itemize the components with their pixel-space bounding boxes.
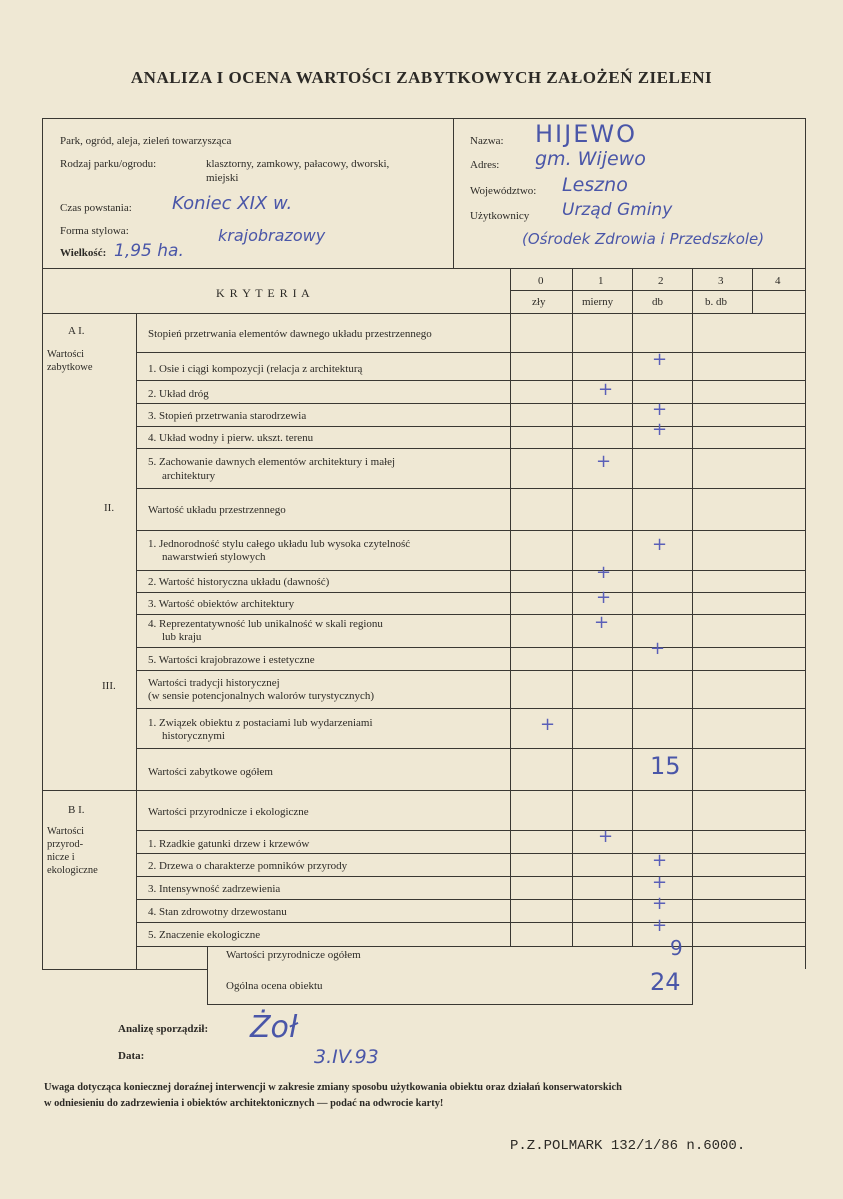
adres-value: gm. Wijewo bbox=[535, 148, 646, 170]
a-i-item-5: 5. Zachowanie dawnych elementów architektury i małej bbox=[148, 456, 396, 468]
wojewodztwo-label: Województwo: bbox=[470, 185, 537, 197]
col-label-1: mierny bbox=[582, 296, 614, 308]
criteria-label: K R Y T E R I A bbox=[216, 286, 311, 300]
section-a-name-2: zabytkowe bbox=[47, 362, 93, 373]
a-ii-item-5: 5. Wartości krajobrazowe i estetyczne bbox=[148, 654, 315, 666]
a-i-item-3: 3. Stopień przetrwania starodrzewia bbox=[148, 410, 307, 422]
a-ii-item-1-cont: nawarstwień stylowych bbox=[162, 551, 266, 563]
data-value: 3.IV.93 bbox=[314, 1046, 379, 1068]
section-b-name: Wartości bbox=[47, 826, 85, 837]
mark-a-ii-4: + bbox=[594, 612, 610, 633]
col-num-0: 0 bbox=[538, 275, 544, 287]
data-label: Data: bbox=[118, 1050, 145, 1062]
a-iii-code: III. bbox=[102, 680, 116, 692]
mark-b-i-2: + bbox=[652, 850, 668, 871]
nazwa-value: HIJEWO bbox=[535, 120, 637, 148]
mark-a-ii-3: + bbox=[596, 587, 612, 608]
b-i-item-1: 1. Rzadkie gatunki drzew i krzewów bbox=[148, 838, 310, 850]
a-ii-item-1: 1. Jednorodność stylu całego układu lub wysoka czytelność bbox=[148, 538, 411, 550]
a-ii-item-4-cont: lub kraju bbox=[162, 631, 202, 643]
a-iii-title-2: (w sensie potencjonalnych walorów turystycznych) bbox=[148, 690, 375, 702]
rodzaj-options-2: miejski bbox=[206, 172, 239, 184]
mark-b-i-1: + bbox=[598, 826, 614, 847]
a-iii-title: Wartości tradycji historycznej bbox=[148, 677, 280, 689]
mark-b-i-4: + bbox=[652, 893, 668, 914]
wielkosc-label: Wielkość: bbox=[60, 247, 107, 259]
a-i-item-2: 2. Układ dróg bbox=[148, 388, 209, 400]
col-label-3: b. db bbox=[705, 296, 727, 308]
wojewodztwo-value: Leszno bbox=[562, 174, 628, 196]
section-b-name-3: nicze i bbox=[47, 852, 75, 863]
nazwa-label: Nazwa: bbox=[470, 135, 504, 147]
mark-b-i-3: + bbox=[652, 872, 668, 893]
a-total-value: 15 bbox=[650, 752, 681, 780]
b-i-item-4: 4. Stan zdrowotny drzewostanu bbox=[148, 906, 287, 918]
b-i-item-5: 5. Znaczenie ekologiczne bbox=[148, 929, 261, 941]
overall-value: 24 bbox=[650, 968, 681, 996]
overall-label: Ogólna ocena obiektu bbox=[226, 980, 323, 992]
col-num-3: 3 bbox=[718, 275, 724, 287]
rodzaj-options: klasztorny, zamkowy, pałacowy, dworski, bbox=[206, 158, 390, 170]
a-iii-item-1: 1. Związek obiektu z postaciami lub wydarzeniami bbox=[148, 717, 373, 729]
a-ii-code: II. bbox=[104, 502, 115, 514]
a-i-item-4: 4. Układ wodny i pierw. ukszt. terenu bbox=[148, 432, 314, 444]
b-i-item-3: 3. Intensywność zadrzewienia bbox=[148, 883, 281, 895]
czas-label: Czas powstania: bbox=[60, 202, 132, 214]
a-i-title: Stopień przetrwania elementów dawnego układu przestrzennego bbox=[148, 328, 432, 340]
col-num-2: 2 bbox=[658, 275, 664, 287]
a-i-item-5-cont: architektury bbox=[162, 470, 216, 482]
adres-label: Adres: bbox=[470, 159, 500, 171]
czas-value: Koniec XIX w. bbox=[172, 193, 293, 214]
b-total-label: Wartości przyrodnicze ogółem bbox=[226, 949, 361, 961]
forma-value: krajobrazowy bbox=[218, 226, 326, 245]
mark-a-iii-1: + bbox=[540, 714, 556, 735]
a-i-item-1: 1. Osie i ciągi kompozycji (relacja z architekturą bbox=[148, 363, 363, 375]
print-code: P.Z.POLMARK 132/1/86 n.6000. bbox=[510, 1138, 746, 1154]
mark-a-i-1: + bbox=[652, 349, 668, 370]
forma-label: Forma stylowa: bbox=[60, 225, 129, 237]
col-label-2: db bbox=[652, 296, 663, 308]
page-title: ANALIZA I OCENA WARTOŚCI ZABYTKOWYCH ZAŁOŻEŃ ZIELENI bbox=[130, 68, 713, 87]
section-a-code: A I. bbox=[68, 325, 85, 337]
mark-a-ii-2: + bbox=[596, 562, 612, 583]
uzytkownicy-value-2: (Ośrodek Zdrowia i Przedszkole) bbox=[522, 230, 765, 248]
b-i-item-2: 2. Drzewa o charakterze pomników przyrody bbox=[148, 860, 348, 872]
col-num-4: 4 bbox=[775, 275, 781, 287]
mark-b-i-5: + bbox=[652, 915, 668, 936]
mark-a-ii-1: + bbox=[652, 534, 668, 555]
a-ii-item-2: 2. Wartość historyczna układu (dawność) bbox=[148, 576, 330, 588]
mark-a-i-4: + bbox=[652, 419, 668, 440]
b-i-title: Wartości przyrodnicze i ekologiczne bbox=[148, 806, 309, 818]
section-b-code: B I. bbox=[68, 804, 85, 816]
a-ii-title: Wartość układu przestrzennego bbox=[148, 504, 286, 516]
mark-a-ii-5: + bbox=[650, 638, 666, 659]
rodzaj-label: Rodzaj parku/ogrodu: bbox=[60, 158, 157, 170]
section-b-name-2: przyrod- bbox=[47, 839, 84, 850]
section-b-name-4: ekologiczne bbox=[47, 865, 98, 876]
mark-a-i-3: + bbox=[652, 399, 668, 420]
col-num-1: 1 bbox=[598, 275, 604, 287]
col-label-0: zły bbox=[532, 296, 546, 308]
a-ii-item-4: 4. Reprezentatywność lub unikalność w skali regionu bbox=[148, 618, 383, 630]
section-a-name: Wartości bbox=[47, 349, 85, 360]
wielkosc-value: 1,95 ha. bbox=[114, 241, 184, 261]
uzytkownicy-value: Urząd Gminy bbox=[562, 200, 673, 220]
mark-a-i-5: + bbox=[596, 451, 612, 472]
park-type-label: Park, ogród, aleja, zieleń towarzysząca bbox=[60, 135, 232, 147]
a-total-label: Wartości zabytkowe ogółem bbox=[148, 766, 273, 778]
note-line-2: w odniesieniu do zadrzewienia i obiektów architektonicznych — podać na odwrocie karty! bbox=[44, 1098, 444, 1109]
note-line-1: Uwaga dotycząca koniecznej doraźnej interwencji w zakresie zmiany sposobu użytkowania obiektu oraz działań konserwatorskich bbox=[44, 1082, 622, 1093]
a-iii-item-1-cont: historycznymi bbox=[162, 730, 225, 742]
analize-signature: Żoł bbox=[250, 1010, 298, 1045]
b-total-value: 9 bbox=[670, 936, 683, 960]
a-ii-item-3: 3. Wartość obiektów architektury bbox=[148, 598, 295, 610]
mark-a-i-2: + bbox=[598, 379, 614, 400]
analize-label: Analizę sporządził: bbox=[118, 1023, 209, 1035]
uzytkownicy-label: Użytkownicy bbox=[470, 210, 530, 222]
